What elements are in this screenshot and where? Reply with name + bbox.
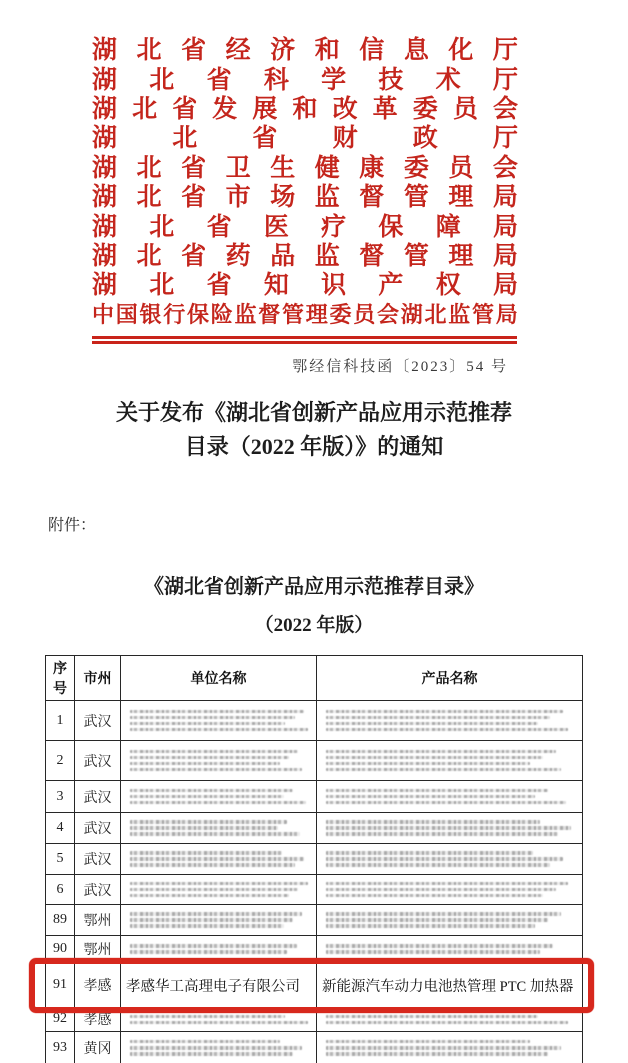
table-row [46, 875, 583, 905]
catalog-table [45, 655, 583, 1063]
table-header-cell-1: 市州 [75, 656, 121, 701]
cell-city: 武汉 [75, 701, 121, 741]
blur-line [326, 1052, 548, 1056]
blur-line [326, 882, 568, 886]
blur-line [130, 1052, 293, 1056]
blur-line [130, 950, 287, 954]
table-header-cell-3: 产品名称 [317, 656, 583, 701]
cell-num: 3 [46, 781, 75, 813]
cell-num: 93 [46, 1031, 75, 1063]
agency-line: 湖 北 省 市 场 监 督 管 理 局 [92, 184, 518, 212]
blur-line [326, 801, 566, 805]
table-row-highlighted [46, 963, 583, 1008]
blurred-text-block [126, 705, 311, 736]
catalog-table-wrap [45, 655, 583, 1063]
cell-city: 武汉 [75, 813, 121, 844]
catalog-title: 《湖北省创新产品应用示范推荐目录》 [144, 576, 484, 598]
blur-line [326, 795, 535, 799]
blur-line [326, 1015, 538, 1019]
blur-line [130, 1040, 280, 1044]
blurred-text-block [322, 847, 577, 872]
cell-product: 新能源汽车动力电池热管理 PTC 加热器 [317, 963, 583, 1008]
blurred-text-block [322, 1035, 577, 1060]
cell-city: 鄂州 [75, 905, 121, 936]
blur-line [326, 924, 535, 928]
blur-line [130, 894, 289, 898]
cell-company [121, 1008, 317, 1032]
blurred-text-block [126, 816, 311, 841]
table-row [46, 741, 583, 781]
blur-line [130, 912, 302, 916]
blur-line [326, 888, 556, 892]
cell-city: 孝感 [75, 963, 121, 1008]
cell-company [121, 1031, 317, 1063]
blurred-text-block [126, 877, 311, 902]
blur-line [130, 863, 295, 867]
blur-line [326, 820, 540, 824]
blur-line [326, 944, 553, 948]
agency-line: 湖 北 省 发 展 和 改 革 委 员 会 [92, 95, 518, 123]
blurred-text-block [126, 1035, 311, 1060]
blur-line [130, 1015, 285, 1019]
blur-line [130, 768, 302, 772]
blur-line [130, 888, 298, 892]
blur-line [326, 728, 568, 732]
blur-line [130, 1046, 302, 1050]
table-row [46, 1031, 583, 1063]
agency-line: 湖 北 省 药 品 监 督 管 理 局 [92, 242, 518, 270]
cell-product [317, 781, 583, 813]
cell-num: 1 [46, 701, 75, 741]
blurred-text-block [126, 745, 311, 776]
blur-line [326, 716, 550, 720]
agency-line: 湖 北 省 经 济 和 信 息 化 厅 [92, 37, 518, 65]
table-header-row [46, 656, 583, 701]
blur-line [326, 894, 543, 898]
table-header-cell-0: 序号 [46, 656, 75, 701]
blur-line [326, 762, 530, 766]
agency-header [92, 36, 518, 330]
cell-product [317, 1008, 583, 1032]
cell-product [317, 813, 583, 844]
blurred-text-block [126, 847, 311, 872]
cell-company [121, 875, 317, 905]
cell-product [317, 741, 583, 781]
cell-num: 4 [46, 813, 75, 844]
blur-line [130, 944, 297, 948]
cell-company [121, 936, 317, 963]
blur-line [130, 857, 304, 861]
blur-line [326, 722, 538, 726]
agency-line: 湖 北 省 科 学 技 术 厅 [92, 66, 518, 94]
notice-title-line2: 目录（2022 年版）》的通知 [184, 434, 444, 459]
cell-num: 91 [46, 963, 75, 1008]
table-row [46, 936, 583, 963]
cell-num: 2 [46, 741, 75, 781]
blur-line [326, 1021, 568, 1025]
table-row [46, 781, 583, 813]
table-row [46, 905, 583, 936]
blurred-text-block [322, 816, 577, 841]
blur-line [326, 1040, 530, 1044]
cell-num: 5 [46, 844, 75, 875]
cell-company [121, 813, 317, 844]
notice-title [0, 396, 628, 464]
cell-company [121, 741, 317, 781]
blur-line [130, 851, 282, 855]
blur-line [326, 756, 543, 760]
cell-company [121, 781, 317, 813]
blurred-text-block [126, 908, 311, 933]
cell-product [317, 905, 583, 936]
blurred-text-block [322, 705, 577, 736]
blur-line [130, 756, 289, 760]
blur-line [130, 710, 304, 714]
blur-line [326, 750, 556, 754]
attachment-label: 附件： [48, 517, 97, 534]
cell-city: 黄冈 [75, 1031, 121, 1063]
notice-title-line1: 关于发布《湖北省创新产品应用示范推荐 [115, 400, 512, 425]
cell-num: 90 [46, 936, 75, 963]
cell-num: 89 [46, 905, 75, 936]
cell-company [121, 701, 317, 741]
blur-line [326, 832, 558, 836]
blur-line [130, 750, 298, 754]
blur-line [326, 789, 548, 793]
blur-line [130, 722, 285, 726]
table-header-cell-2: 单位名称 [121, 656, 317, 701]
blur-line [130, 882, 308, 886]
table-row [46, 844, 583, 875]
blur-line [326, 863, 550, 867]
cell-product [317, 875, 583, 905]
blur-line [130, 728, 308, 732]
cell-city: 武汉 [75, 844, 121, 875]
table-row [46, 813, 583, 844]
cell-num: 6 [46, 875, 75, 905]
cell-product [317, 844, 583, 875]
blur-line [326, 950, 540, 954]
blur-line [130, 716, 295, 720]
cell-product [317, 1031, 583, 1063]
blurred-text-block [322, 940, 577, 959]
blurred-text-block [126, 784, 311, 809]
blurred-text-block [126, 940, 311, 959]
blur-line [130, 826, 278, 830]
blurred-text-block [322, 745, 577, 776]
blur-line [130, 924, 284, 928]
cell-company [121, 905, 317, 936]
agency-line: 湖 北 省 知 识 产 权 局 [92, 272, 518, 300]
cell-company [121, 844, 317, 875]
table-row [46, 701, 583, 741]
blur-line [326, 768, 561, 772]
blur-line [326, 1046, 561, 1050]
catalog-subtitle: （2022 年版） [254, 615, 374, 636]
blur-line [130, 762, 280, 766]
cell-city: 鄂州 [75, 936, 121, 963]
blur-line [130, 795, 284, 799]
blur-line [326, 918, 548, 922]
agency-line: 湖 北 省 医 疗 保 障 局 [92, 213, 518, 241]
agency-line: 湖 北 省 卫 生 健 康 委 员 会 [92, 154, 518, 182]
cell-product [317, 936, 583, 963]
cell-city: 武汉 [75, 741, 121, 781]
cell-product [317, 701, 583, 741]
doc-number: 鄂经信科技函〔2023〕54 号 [292, 359, 508, 375]
agency-line: 湖 北 省 财 政 厅 [92, 125, 518, 153]
blur-line [326, 851, 533, 855]
blur-line [130, 789, 293, 793]
blur-line [130, 820, 287, 824]
blur-line [130, 1021, 308, 1025]
cell-city: 武汉 [75, 781, 121, 813]
cell-company: 孝感华工高理电子有限公司 [121, 963, 317, 1008]
blur-line [130, 832, 300, 836]
agency-line: 中 国 银 行 保 险 监 督 管 理 委 员 会 湖 北 监 管 局 [92, 302, 518, 328]
blur-line [326, 710, 563, 714]
blur-line [326, 857, 563, 861]
blur-line [326, 912, 561, 916]
blur-line [130, 801, 306, 805]
blurred-text-block [322, 784, 577, 809]
blur-line [326, 826, 571, 830]
red-divider-rule [92, 336, 517, 344]
blurred-text-block [322, 908, 577, 933]
cell-city: 武汉 [75, 875, 121, 905]
blur-line [130, 918, 293, 922]
table-row [46, 1008, 583, 1032]
cell-num: 92 [46, 1008, 75, 1032]
cell-city: 孝感 [75, 1008, 121, 1032]
blurred-text-block [322, 1010, 577, 1029]
blurred-text-block [126, 1010, 311, 1029]
blurred-text-block [322, 877, 577, 902]
